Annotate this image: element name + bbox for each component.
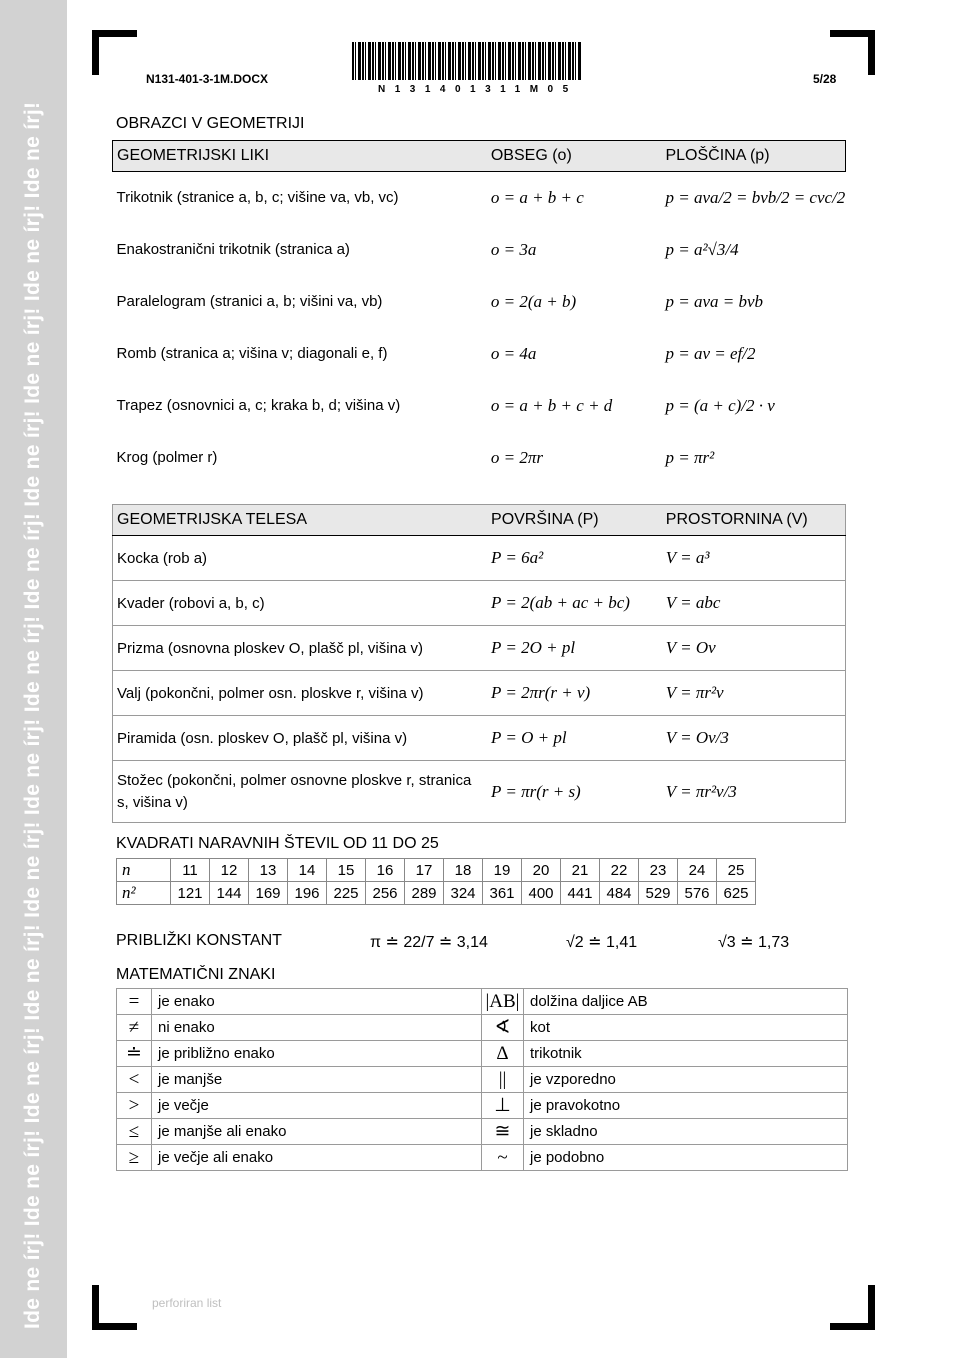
constants-title: PRIBLIŽKI KONSTANT — [116, 932, 282, 949]
sign-symbol: ≤ — [117, 1119, 152, 1145]
n-squared-value: 400 — [522, 882, 561, 905]
sign-meaning: je podobno — [524, 1145, 848, 1171]
sqrt2-approximation: √2 ≐ 1,41 — [566, 934, 638, 951]
table-row — [117, 1067, 848, 1093]
solid-name: Kvader (robovi a, b, c) — [113, 581, 488, 626]
n-squared-value: 169 — [249, 882, 288, 905]
area-formula: p = πr² — [665, 447, 715, 467]
solids-table — [112, 504, 846, 823]
signs-title: MATEMATIČNI ZNAKI — [116, 966, 276, 983]
volume-formula: V = πr²v/3 — [662, 761, 846, 823]
sign-symbol: || — [482, 1067, 524, 1093]
n-value: 22 — [600, 859, 639, 882]
table-row — [113, 581, 846, 626]
table-row — [113, 761, 846, 823]
document-id: N131-401-3-1M.DOCX — [146, 72, 269, 86]
table-header — [113, 505, 846, 536]
table-row — [113, 172, 846, 224]
signs-table — [116, 988, 848, 1171]
solid-name: Prizma (osnovna ploskev O, plašč pl, višina v) — [113, 626, 488, 671]
table-row — [117, 1119, 848, 1145]
n-squared-value: 361 — [483, 882, 522, 905]
page-title: OBRAZCI V GEOMETRIJI — [116, 115, 305, 132]
area-formula: p = a²√3/4 — [665, 239, 739, 259]
perimeter-formula: o = 2(a + b) — [490, 291, 577, 311]
shape-name: Trikotnik (stranice a, b, c; višine va, vb, vc) — [116, 189, 399, 207]
n-squared-value: 256 — [366, 882, 405, 905]
area-formula: p = ava/2 = bvb/2 = cvc/2 — [665, 187, 846, 207]
n-squared-value: 529 — [639, 882, 678, 905]
n-squared-value: 225 — [327, 882, 366, 905]
n-value: 23 — [639, 859, 678, 882]
perimeter-formula: o = 3a — [490, 239, 537, 259]
n-value: 16 — [366, 859, 405, 882]
n-value: 13 — [249, 859, 288, 882]
sign-symbol: > — [117, 1093, 152, 1119]
area-formula: p = ava = bvb — [665, 291, 764, 311]
table-row — [117, 1041, 848, 1067]
shape-name: Romb (stranica a; višina v; diagonali e, f) — [116, 345, 388, 362]
footer-note: perforiran list — [152, 1296, 222, 1310]
sign-meaning: trikotnik — [524, 1041, 848, 1067]
n-value: 19 — [483, 859, 522, 882]
sign-symbol: ⊥ — [482, 1093, 524, 1119]
sign-meaning: ni enako — [152, 1015, 482, 1041]
table-row — [117, 1015, 848, 1041]
column-header: OBSEG (o) — [487, 141, 662, 172]
surface-formula: P = 2(ab + ac + bc) — [487, 581, 662, 626]
shape-name: Paralelogram (stranici a, b; višini va, vb) — [116, 293, 383, 310]
sign-symbol: ∢ — [482, 1015, 524, 1041]
surface-formula: P = O + pl — [487, 716, 662, 761]
surface-formula: P = 2O + pl — [487, 626, 662, 671]
shape-name: Krog (polmer r) — [116, 449, 218, 466]
sign-meaning: kot — [524, 1015, 848, 1041]
perimeter-formula: o = 2πr — [490, 447, 543, 467]
area-formula: p = (a + c)/2 · v — [665, 395, 775, 415]
margin-band-text: Ide ne írj! Ide ne írj! Ide ne írj! Ide ne írj! Ide ne írj! Ide ne írj! Ide ne írj! Ide ne írj! Ide ne írj! Ide ne írj! Ide ne írj! Ide ne írj! — [21, 101, 44, 1329]
sign-meaning: je približno enako — [152, 1041, 482, 1067]
volume-formula: V = Ov — [662, 626, 846, 671]
sign-meaning: je vzporedno — [524, 1067, 848, 1093]
volume-formula: V = a³ — [662, 536, 846, 581]
n-squared-value: 144 — [210, 882, 249, 905]
n-value: 21 — [561, 859, 600, 882]
column-header: POVRŠINA (P) — [487, 505, 662, 536]
solid-name: Valj (pokončni, polmer osn. ploskve r, višina v) — [113, 671, 488, 716]
table-header — [113, 141, 846, 172]
area-formula: p = av = ef/2 — [665, 343, 756, 363]
n-value: 12 — [210, 859, 249, 882]
table-row — [117, 1093, 848, 1119]
sign-symbol: < — [117, 1067, 152, 1093]
crop-mark-bottom-right — [830, 1285, 875, 1330]
table-row — [113, 536, 846, 581]
page-number: 5/28 — [813, 72, 837, 86]
column-header: PLOŠČINA (p) — [661, 141, 845, 172]
squares-title: KVADRATI NARAVNIH ŠTEVIL OD 11 DO 25 — [116, 835, 439, 852]
barcode-text: N131401311M05 — [378, 84, 578, 95]
n-squared-value: 121 — [171, 882, 210, 905]
n-squared-value: 324 — [444, 882, 483, 905]
surface-formula: P = 2πr(r + v) — [487, 671, 662, 716]
squares-table — [116, 858, 756, 905]
n-value: 17 — [405, 859, 444, 882]
n-squared-value: 484 — [600, 882, 639, 905]
n-squared-value: 441 — [561, 882, 600, 905]
table-row — [113, 432, 846, 484]
crop-mark-top-right — [830, 30, 875, 75]
surface-formula: P = 6a² — [487, 536, 662, 581]
sign-meaning: je skladno — [524, 1119, 848, 1145]
table-row — [113, 380, 846, 432]
table-row — [113, 328, 846, 380]
table-row — [117, 989, 848, 1015]
barcode — [352, 42, 582, 80]
sign-symbol: ≐ — [117, 1041, 152, 1067]
table-row — [113, 671, 846, 716]
solid-name: Piramida (osn. ploskev O, plašč pl, višina v) — [113, 716, 488, 761]
perimeter-formula: o = a + b + c — [490, 187, 584, 207]
sign-symbol: Δ — [482, 1041, 524, 1067]
volume-formula: V = πr²v — [662, 671, 846, 716]
sign-symbol: ≅ — [482, 1119, 524, 1145]
volume-formula: V = Ov/3 — [662, 716, 846, 761]
surface-formula: P = πr(r + s) — [487, 761, 662, 823]
n-value: 14 — [288, 859, 327, 882]
perimeter-formula: o = 4a — [490, 343, 537, 363]
shapes-table — [112, 140, 846, 484]
margin-band — [0, 0, 67, 1358]
sqrt3-approximation: √3 ≐ 1,73 — [718, 934, 790, 951]
table-row — [113, 626, 846, 671]
crop-mark-top-left — [92, 30, 137, 75]
n-value: 25 — [717, 859, 756, 882]
perimeter-formula: o = a + b + c + d — [490, 395, 613, 415]
sign-meaning: je manjše — [152, 1067, 482, 1093]
n-value: 11 — [171, 859, 210, 882]
sign-symbol: ≥ — [117, 1145, 152, 1171]
column-header: PROSTORNINA (V) — [662, 505, 846, 536]
n-squared-value: 289 — [405, 882, 444, 905]
sign-symbol: ~ — [482, 1145, 524, 1171]
column-header: GEOMETRIJSKI LIKI — [113, 141, 487, 172]
n-squared-value: 625 — [717, 882, 756, 905]
n-value: 20 — [522, 859, 561, 882]
column-header: GEOMETRIJSKA TELESA — [113, 505, 488, 536]
n-value: 24 — [678, 859, 717, 882]
sign-symbol: = — [117, 989, 152, 1015]
n-squared-value: 576 — [678, 882, 717, 905]
n-value: 18 — [444, 859, 483, 882]
shape-name: Enakostranični trikotnik (stranica a) — [116, 241, 350, 258]
table-row — [113, 276, 846, 328]
sign-meaning: dolžina daljice AB — [524, 989, 848, 1015]
crop-mark-bottom-left — [92, 1285, 137, 1330]
table-row — [113, 224, 846, 276]
table-row — [117, 1145, 848, 1171]
pi-approximation: π ≐ 22/7 ≐ 3,14 — [370, 934, 488, 951]
sign-symbol: ≠ — [117, 1015, 152, 1041]
solid-name: Kocka (rob a) — [113, 536, 488, 581]
solid-name: Stožec (pokončni, polmer osnovne ploskve r, stranica s, višina v) — [113, 761, 488, 823]
n-squared-label: n² — [117, 882, 171, 905]
table-row — [113, 716, 846, 761]
table-row — [117, 882, 756, 905]
sign-symbol: |AB| — [482, 989, 524, 1015]
sign-meaning: je enako — [152, 989, 482, 1015]
table-row — [117, 859, 756, 882]
n-value: 15 — [327, 859, 366, 882]
volume-formula: V = abc — [662, 581, 846, 626]
n-label: n — [117, 859, 171, 882]
sign-meaning: je večje ali enako — [152, 1145, 482, 1171]
shape-name: Trapez (osnovnici a, c; kraka b, d; višina v) — [116, 397, 401, 414]
sign-meaning: je večje — [152, 1093, 482, 1119]
sign-meaning: je manjše ali enako — [152, 1119, 482, 1145]
n-squared-value: 196 — [288, 882, 327, 905]
sign-meaning: je pravokotno — [524, 1093, 848, 1119]
